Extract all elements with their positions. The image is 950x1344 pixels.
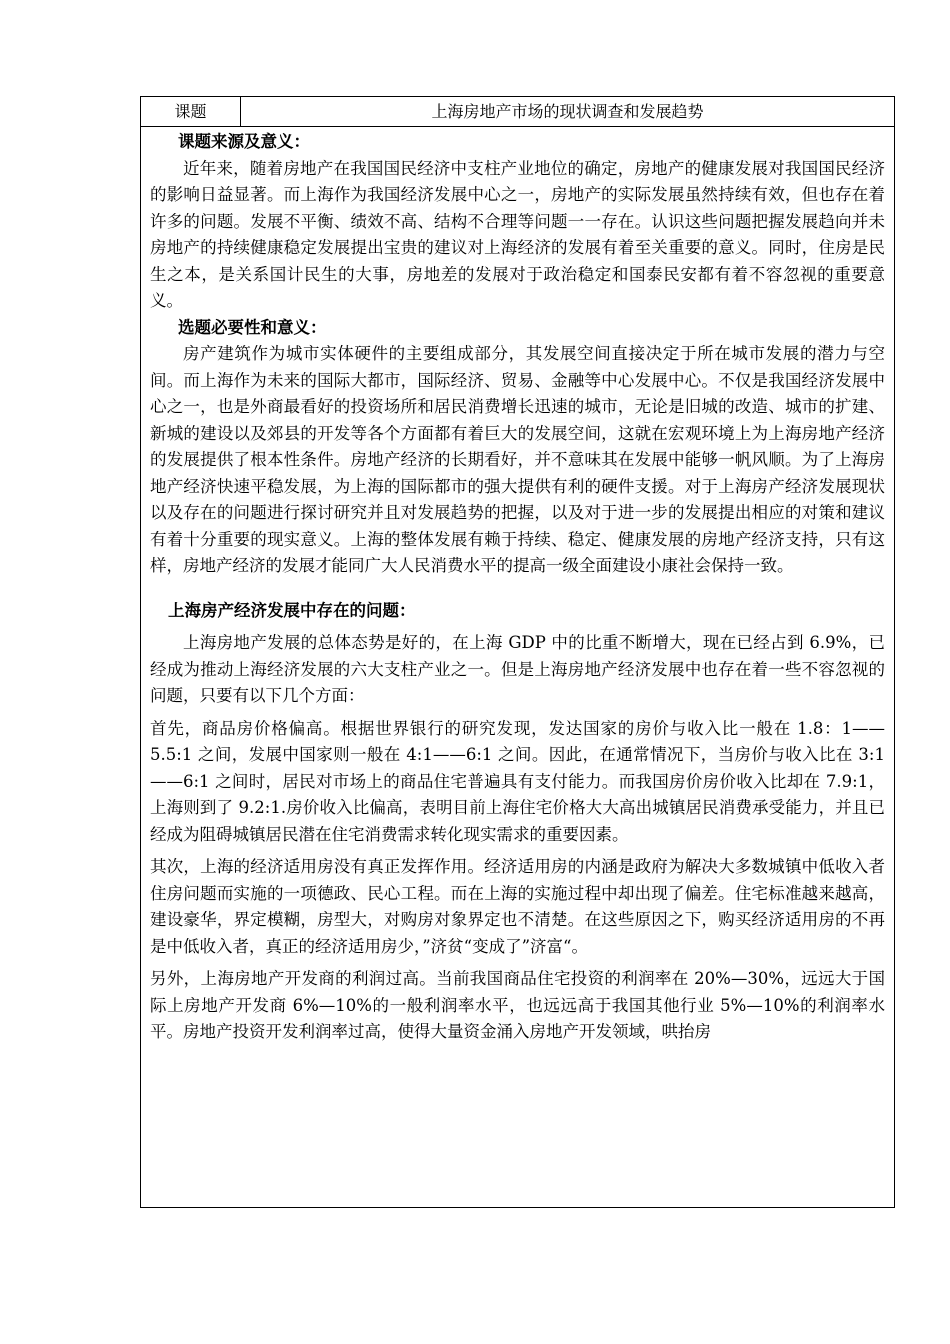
source-paragraph: 近年来，随着房地产在我国国民经济中支柱产业地位的确定，房地产的健康发展对我国国民经济的影响日益显著。而上海作为我国经济发展中心之一，房地产的实际发展虽然持续有效，但也存在着许多的问题。发展不平衡、绩效不高、结构不合理等问题一一存在。认识这些问题把握发展趋向并未房地产的持续健康稳定发展提出宝贵的建议对上海经济的发展有着至关重要的意义。同时，住房是民生之本，是关系国计民生的大事，房地差的发展对于政治稳定和国泰民安都有着不容忽视的重要意义。 <box>150 158 885 310</box>
problems-intro-paragraph: 上海房地产发展的总体态势是好的，在上海 GDP 中的比重不断增大，现在已经占到 6.9%，已经成为推动上海经济发展的六大支柱产业之一。但是上海房地产经济发展中也存在着一些不容忽视的问题，只要有以下几个方面： <box>150 633 885 705</box>
problem-2-paragraph: 其次，上海的经济适用房没有真正发挥作用。经济适用房的内涵是政府为解决大多数城镇中低收入者住房问题而实施的一项德政、民心工程。而在上海的实施过程中却出现了偏差。住宅标准越来越高，建设豪华，界定模糊，房型大，对购房对象界定也不清楚。在这些原因之下，购买经济适用房的不再是中低收入者，真正的经济适用房少，”济贫“变成了”济富“。 <box>150 857 885 956</box>
report-table <box>140 96 895 1208</box>
necessity-paragraph: 房产建筑作为城市实体硬件的主要组成部分，其发展空间直接决定于所在城市发展的潜力与空间。而上海作为未来的国际大都市，国际经济、贸易、金融等中心发展中心。不仅是我国经济发展中心之一，也是外商最看好的投资场所和居民消费增长迅速的城市，无论是旧城的改造、城市的扩建、新城的建设以及郊县的开发等各个方面都有着巨大的发展空间，这就在宏观环境上为上海房地产经济的发展提供了根本性条件。房地产经济的长期看好，并不意味其在发展中能够一帆风顺。为了上海房地产经济快速平稳发展，为上海的国际都市的强大提供有利的硬件支援。对于上海房产经济发展现状以及存在的问题进行探讨研究并且对发展趋势的把握，以及对于进一步的发展提出相应的对策和建议有着十分重要的现实意义。上海的整体发展有赖于持续、稳定、健康发展的房地产经济支持，只有这样，房地产经济的发展才能同广大人民消费水平的提高一级全面建设小康社会保持一致。 <box>150 344 885 575</box>
source-heading: 课题来源及意义： <box>178 132 310 151</box>
necessity-heading: 选题必要性和意义： <box>178 317 327 337</box>
topic-label: 课题 <box>141 97 241 126</box>
problem-3-paragraph: 另外，上海房地产开发商的利润过高。当前我国商品住宅投资的利润率在 20%—30%，远远大于国际上房地产开发商 6%—10%的一般利润率水平，也远远高于我国其他行业 5%—10%的利润率水平。房地产投资开发利润率过高，使得大量资金涌入房地产开发领域，哄抬房 <box>150 969 885 1041</box>
problem-1-paragraph: 首先，商品房价格偏高。根据世界银行的研究发现，发达国家的房价与收入比一般在 1.8：1——5.5:1 之间，发展中国家则一般在 4:1——6:1 之间。因此，在通常情况下，当房价与收入比在 3:1——6:1 之间时，居民对市场上的商品住宅普遍具有支付能力。而我国房价房价收入比却在 7.9:1，上海则到了 9.2:1.房价收入比偏高，表明目前上海住宅价格大大高出城镇居民消费承受能力，并且已经成为阻碍城镇居民潜在住宅消费需求转化现实需求的重要因素。 <box>150 718 885 844</box>
report-body <box>141 127 894 1046</box>
topic-title: 上海房地产市场的现状调查和发展趋势 <box>431 102 704 121</box>
problems-heading: 上海房产经济发展中存在的问题： <box>168 600 416 620</box>
table-header-row <box>141 97 894 127</box>
